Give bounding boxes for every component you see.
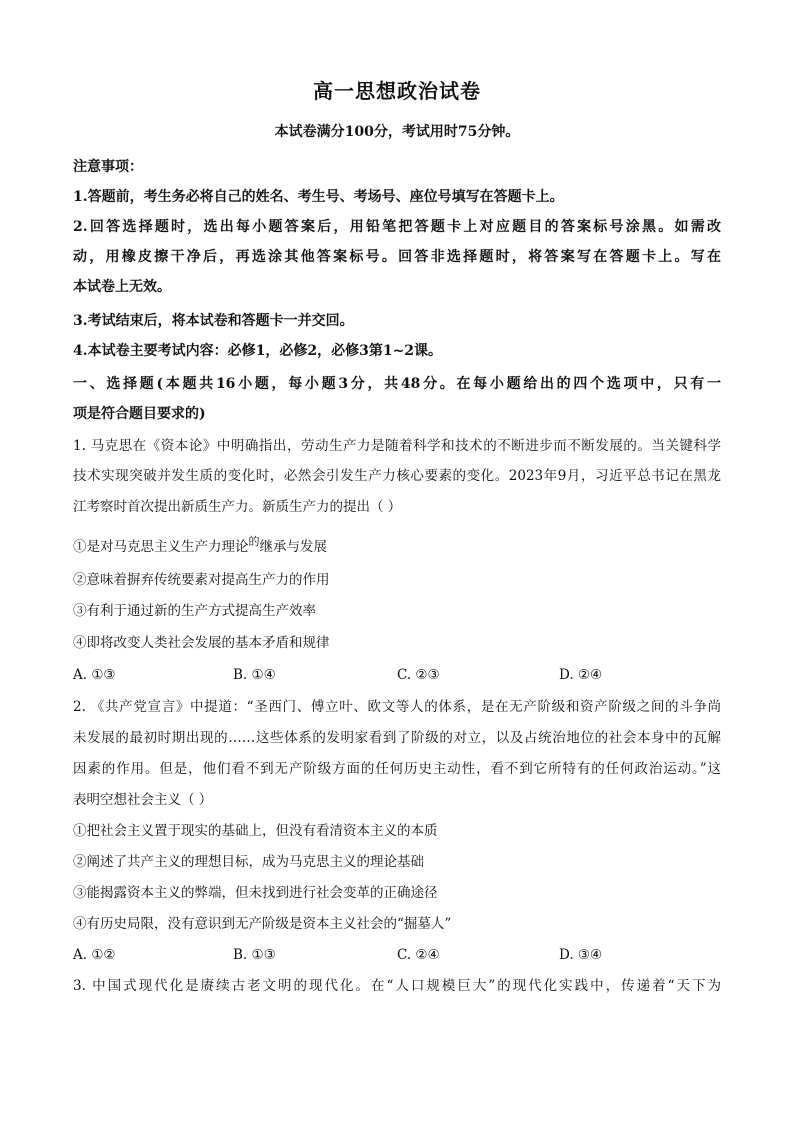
question-2-stem: 2. 《共产党宣言》中提道：“圣西门、傅立叶、欧文等人的体系，是在无产阶级和资产阶级之间的斗争尚	[73, 699, 721, 715]
notice-heading: 注意事项：	[73, 159, 143, 175]
section-heading: 一、选择题(本题共16小题，每小题3分，共48分。在每小题给出的四个选项中，只有一	[73, 376, 721, 392]
question-2-statement: ①把社会主义置于现实的基础上，但没有看清资本主义的本质	[73, 823, 438, 839]
option-c[interactable]: C. ②③	[397, 667, 440, 683]
option-a[interactable]: A. ①②	[73, 947, 116, 963]
notice-item: 1.答题前，考生务必将自己的姓名、考生号、考场号、座位号填写在答题卡上。	[73, 189, 564, 205]
question-3-stem: 3. 中国式现代化是赓续古老文明的现代化。在“人口规模巨大”的现代化实践中，传递着“天下为	[73, 978, 721, 994]
statement-tail: 继承与发展	[259, 539, 327, 555]
question-2-stem: 表明空想社会主义（ ）	[73, 792, 213, 808]
exam-subtitle: 本试卷满分100分，考试用时75分钟。	[274, 124, 520, 140]
option-b[interactable]: B. ①③	[233, 947, 276, 963]
option-c[interactable]: C. ②④	[397, 947, 440, 963]
question-1-stem: 技术实现突破并发生质的变化时，必然会引发生产力核心要素的变化。2023年9月，习近平总书记在黑龙	[73, 468, 721, 484]
option-b[interactable]: B. ①④	[233, 667, 276, 683]
notice-item: 动，用橡皮擦干净后，再选涂其他答案标号。回答非选择题时，将答案写在答题卡上。写在	[73, 249, 721, 265]
notice-item: 2.回答选择题时，选出每小题答案后，用铅笔把答题卡上对应题目的答案标号涂黑。如需改	[73, 219, 721, 235]
option-a[interactable]: A. ①③	[73, 667, 116, 683]
statement-text: ①是对马克思主义生产力理论	[73, 539, 249, 555]
notice-item: 3.考试结束后，将本试卷和答题卡一并交回。	[73, 313, 354, 329]
question-2-statement: ②阐述了共产主义的理想目标，成为马克思主义的理论基础	[73, 854, 424, 870]
question-1-statement: ②意味着摒弃传统要素对提高生产力的作用	[73, 572, 330, 588]
question-2-statement: ③能揭露资本主义的弊端，但未找到进行社会变革的正确途径	[73, 885, 438, 901]
page-title: 高一思想政治试卷	[313, 79, 481, 103]
question-1-stem: 1. 马克思在《资本论》中明确指出，劳动生产力是随着科学和技术的不断进步而不断发展的。当关键科学	[73, 438, 721, 454]
question-2-stem: 未发展的最初时期出现的……这些体系的发明家看到了阶级的对立，以及占统治地位的社会本身中的瓦解	[73, 730, 721, 746]
question-2-statement: ④有历史局限，没有意识到无产阶级是资本主义社会的“掘墓人”	[73, 916, 452, 932]
question-1-statement: ③有利于通过新的生产方式提高生产效率	[73, 603, 316, 619]
question-1-statement: ④即将改变人类社会发展的基本矛盾和规律	[73, 635, 330, 651]
section-heading-cont: 项是符合题目要求的)	[73, 406, 206, 422]
notice-item: 4.本试卷主要考试内容：必修1，必修2，必修3第1~2课。	[73, 343, 443, 359]
statement-tail-small: 的	[248, 535, 260, 548]
option-d[interactable]: D. ②④	[559, 667, 603, 683]
question-1-statement	[73, 537, 327, 558]
question-1-stem: 江考察时首次提出新质生产力。新质生产力的提出（ ）	[73, 499, 402, 515]
question-2-stem: 因素的作用。但是，他们看不到无产阶级方面的任何历史主动性，看不到它所特有的任何政治运动。”这	[73, 761, 721, 777]
option-d[interactable]: D. ③④	[559, 947, 603, 963]
notice-item: 本试卷上无效。	[73, 279, 171, 295]
